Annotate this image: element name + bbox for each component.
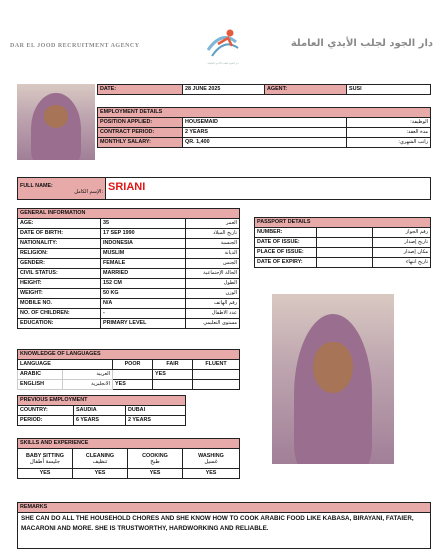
table-row [18,239,240,249]
table-row [18,259,240,269]
education-label: EDUCATION: [18,319,101,329]
table-row [255,258,431,268]
weight-label-ar: الوزن [186,289,240,299]
skill-cooking-ar: طبخ [150,458,160,465]
table-row [255,238,431,248]
period-value-1: 6 YEARS [74,416,126,426]
general-info-table [17,208,240,329]
logo-caption: دار الجود لجلب الأيدي العاملة [207,62,239,65]
table-row [255,228,431,238]
nationality-value: INDONESIA [101,239,186,249]
table-row [18,380,240,390]
mobile-label-ar: رقم الهاتف [186,299,240,309]
full-name-row [17,177,431,200]
english-fluent [193,380,240,390]
employment-section-title: EMPLOYMENT DETAILS [98,108,431,118]
agency-logo [202,24,242,64]
previous-employment-section-title: PREVIOUS EMPLOYMENT [18,396,186,406]
nationality-label-ar: الجنسية [186,239,240,249]
contract-label-ar: مدة العقد: [347,128,431,138]
arabic-language-ar: العربية [63,370,113,380]
passport-number-label-ar: رقم الجواز [373,228,431,238]
issue-place-label-ar: مكان إصدار [373,248,431,258]
age-label: AGE: [18,219,101,229]
arabic-language: ARABIC [18,370,63,380]
weight-value: 50 KG [101,289,186,299]
gender-label: GENDER: [18,259,101,269]
country-value-2: DUBAI [126,406,186,416]
civil-status-label: CIVIL STATUS: [18,269,101,279]
period-value-2: 2 YEARS [126,416,186,426]
agency-name-ar: دار الجود لجلب الأيدي العاملة [290,38,433,49]
age-label-ar: العمر [186,219,240,229]
salary-value: QR. 1,400 [183,138,347,148]
religion-label-ar: الديانة [186,249,240,259]
english-fair [153,380,193,390]
table-row [18,299,240,309]
height-label: HEIGHT: [18,279,101,289]
position-label: POSITION APPLIED: [98,118,183,128]
age-value: 35 [101,219,186,229]
remarks-text: SHE CAN DO ALL THE HOUSEHOLD CHORES AND SHE KNOW HOW TO COOK ARABIC FOOD LIKE KABASA, BIRAYANI, FATAIER, MACARONI AND MORE. SHE IS TRUSTWORTHY, HARDWORKING AND RELIABLE. [18,513,431,549]
issue-place-label: PLACE OF ISSUE: [255,248,317,258]
poor-header: POOR [113,360,153,370]
children-label-ar: عدد الاطفال [186,309,240,319]
previous-employment-table [17,395,186,426]
height-label-ar: الطول [186,279,240,289]
table-row [98,138,431,148]
full-name-value: SRIANI [108,181,146,194]
date-value: 28 JUNE 2025 [183,85,265,95]
skill-babysitting: BABY SITTING [26,452,64,459]
fluent-header: FLUENT [193,360,240,370]
issue-date-label: DATE OF ISSUE: [255,238,317,248]
table-row [18,370,240,380]
passport-number-value [317,228,373,238]
languages-section-title: KNOWLEDGE OF LANGUAGES [18,350,240,360]
contract-value: 2 YEARS [183,128,347,138]
remarks-table [17,502,431,549]
issue-place-value [317,248,373,258]
full-name-label: FULL NAME: [20,182,53,189]
dob-label-ar: تاريخ الميلاد [186,229,240,239]
nationality-label: NATIONALITY: [18,239,101,249]
table-row [18,416,186,426]
height-value: 152 CM [101,279,186,289]
religion-label: RELIGION: [18,249,101,259]
civil-status-label-ar: الحالة الإجتماعية [186,269,240,279]
gender-label-ar: الجنس [186,259,240,269]
skill-cooking-cell [128,449,183,469]
full-name-label-cell [18,178,106,200]
skill-washing-ar: غسيل [204,458,218,465]
skill-washing-value: YES [183,469,240,479]
civil-status-value: MARRIED [101,269,186,279]
skill-washing: WASHING [198,452,224,459]
skill-cooking: COOKING [142,452,168,459]
full-name-value-cell [106,178,431,200]
passport-details-table [254,217,431,268]
expiry-date-value [317,258,373,268]
period-label: PERIOD: [18,416,74,426]
employment-details-table [97,107,431,148]
remarks-section-title: REMARKS [18,503,431,513]
general-section-title: GENERAL INFORMATION [18,209,240,219]
skill-washing-cell [183,449,240,469]
expiry-date-label: DATE OF EXPIRY: [255,258,317,268]
salary-label-ar: راتب الشهري: [347,138,431,148]
skill-cleaning-cell [73,449,128,469]
contract-label: CONTRACT PERIOD: [98,128,183,138]
agent-label: AGENT: [265,85,347,95]
table-row [18,319,240,329]
passport-section-title: PASSPORT DETAILS [255,218,431,228]
applicant-photo-large [272,294,394,464]
arabic-fluent [193,370,240,380]
table-row [18,406,186,416]
mobile-label: MOBILE NO. [18,299,101,309]
table-row [18,229,240,239]
table-row [18,309,240,319]
position-label-ar: الوظيفة: [347,118,431,128]
english-language: ENGLISH [18,380,63,390]
date-agent-row [97,84,431,95]
table-row [18,360,240,370]
skill-cooking-value: YES [128,469,183,479]
english-language-ar: الانجليزية [63,380,113,390]
table-row [98,118,431,128]
country-label: COUNTRY: [18,406,74,416]
issue-date-label-ar: تاريخ إصدار [373,238,431,248]
table-row [18,219,240,229]
english-poor: YES [113,380,153,390]
table-row [18,279,240,289]
skills-section-title: SKILLS AND EXPERIENCE [18,439,240,449]
position-value: HOUSEMAID [183,118,347,128]
skill-babysitting-value: YES [18,469,73,479]
gender-value: FEMALE [101,259,186,269]
table-row [255,248,431,258]
language-header: LANGUAGE [18,360,113,370]
arabic-fair: YES [153,370,193,380]
skill-babysitting-ar: جليسة أطفال [29,458,61,465]
dob-value: 17 SEP 1990 [101,229,186,239]
languages-table [17,349,240,390]
children-label: NO. OF CHILDREN: [18,309,101,319]
fair-header: FAIR [153,360,193,370]
education-label-ar: مستوى التعليمي [186,319,240,329]
table-row [18,449,240,469]
table-row [18,289,240,299]
table-row [18,469,240,479]
table-row [18,269,240,279]
full-name-label-ar: الإسم الكامل: [74,188,103,195]
country-value-1: SAUDIA [74,406,126,416]
date-label: DATE: [98,85,183,95]
skill-babysitting-cell [18,449,73,469]
applicant-photo-small [17,84,95,160]
arabic-poor [113,370,153,380]
skills-table [17,438,240,479]
dob-label: DATE OF BIRTH: [18,229,101,239]
skill-cleaning-ar: تنظيف [92,458,108,465]
weight-label: WEIGHT: [18,289,101,299]
skill-cleaning-value: YES [73,469,128,479]
expiry-date-label-ar: تاريخ انتهاء [373,258,431,268]
mobile-value: N/A [101,299,186,309]
skill-cleaning: CLEANING [85,452,115,459]
agent-value: SUSI [347,85,431,95]
education-value: PRIMARY LEVEL [101,319,186,329]
table-row [98,128,431,138]
table-row [18,249,240,259]
religion-value: MUSLIM [101,249,186,259]
agency-name-en: DAR EL JOOD RECRUITMENT AGENCY [10,43,140,49]
passport-number-label: NUMBER: [255,228,317,238]
salary-label: MONTHLY SALARY: [98,138,183,148]
issue-date-value [317,238,373,248]
children-value: - [101,309,186,319]
